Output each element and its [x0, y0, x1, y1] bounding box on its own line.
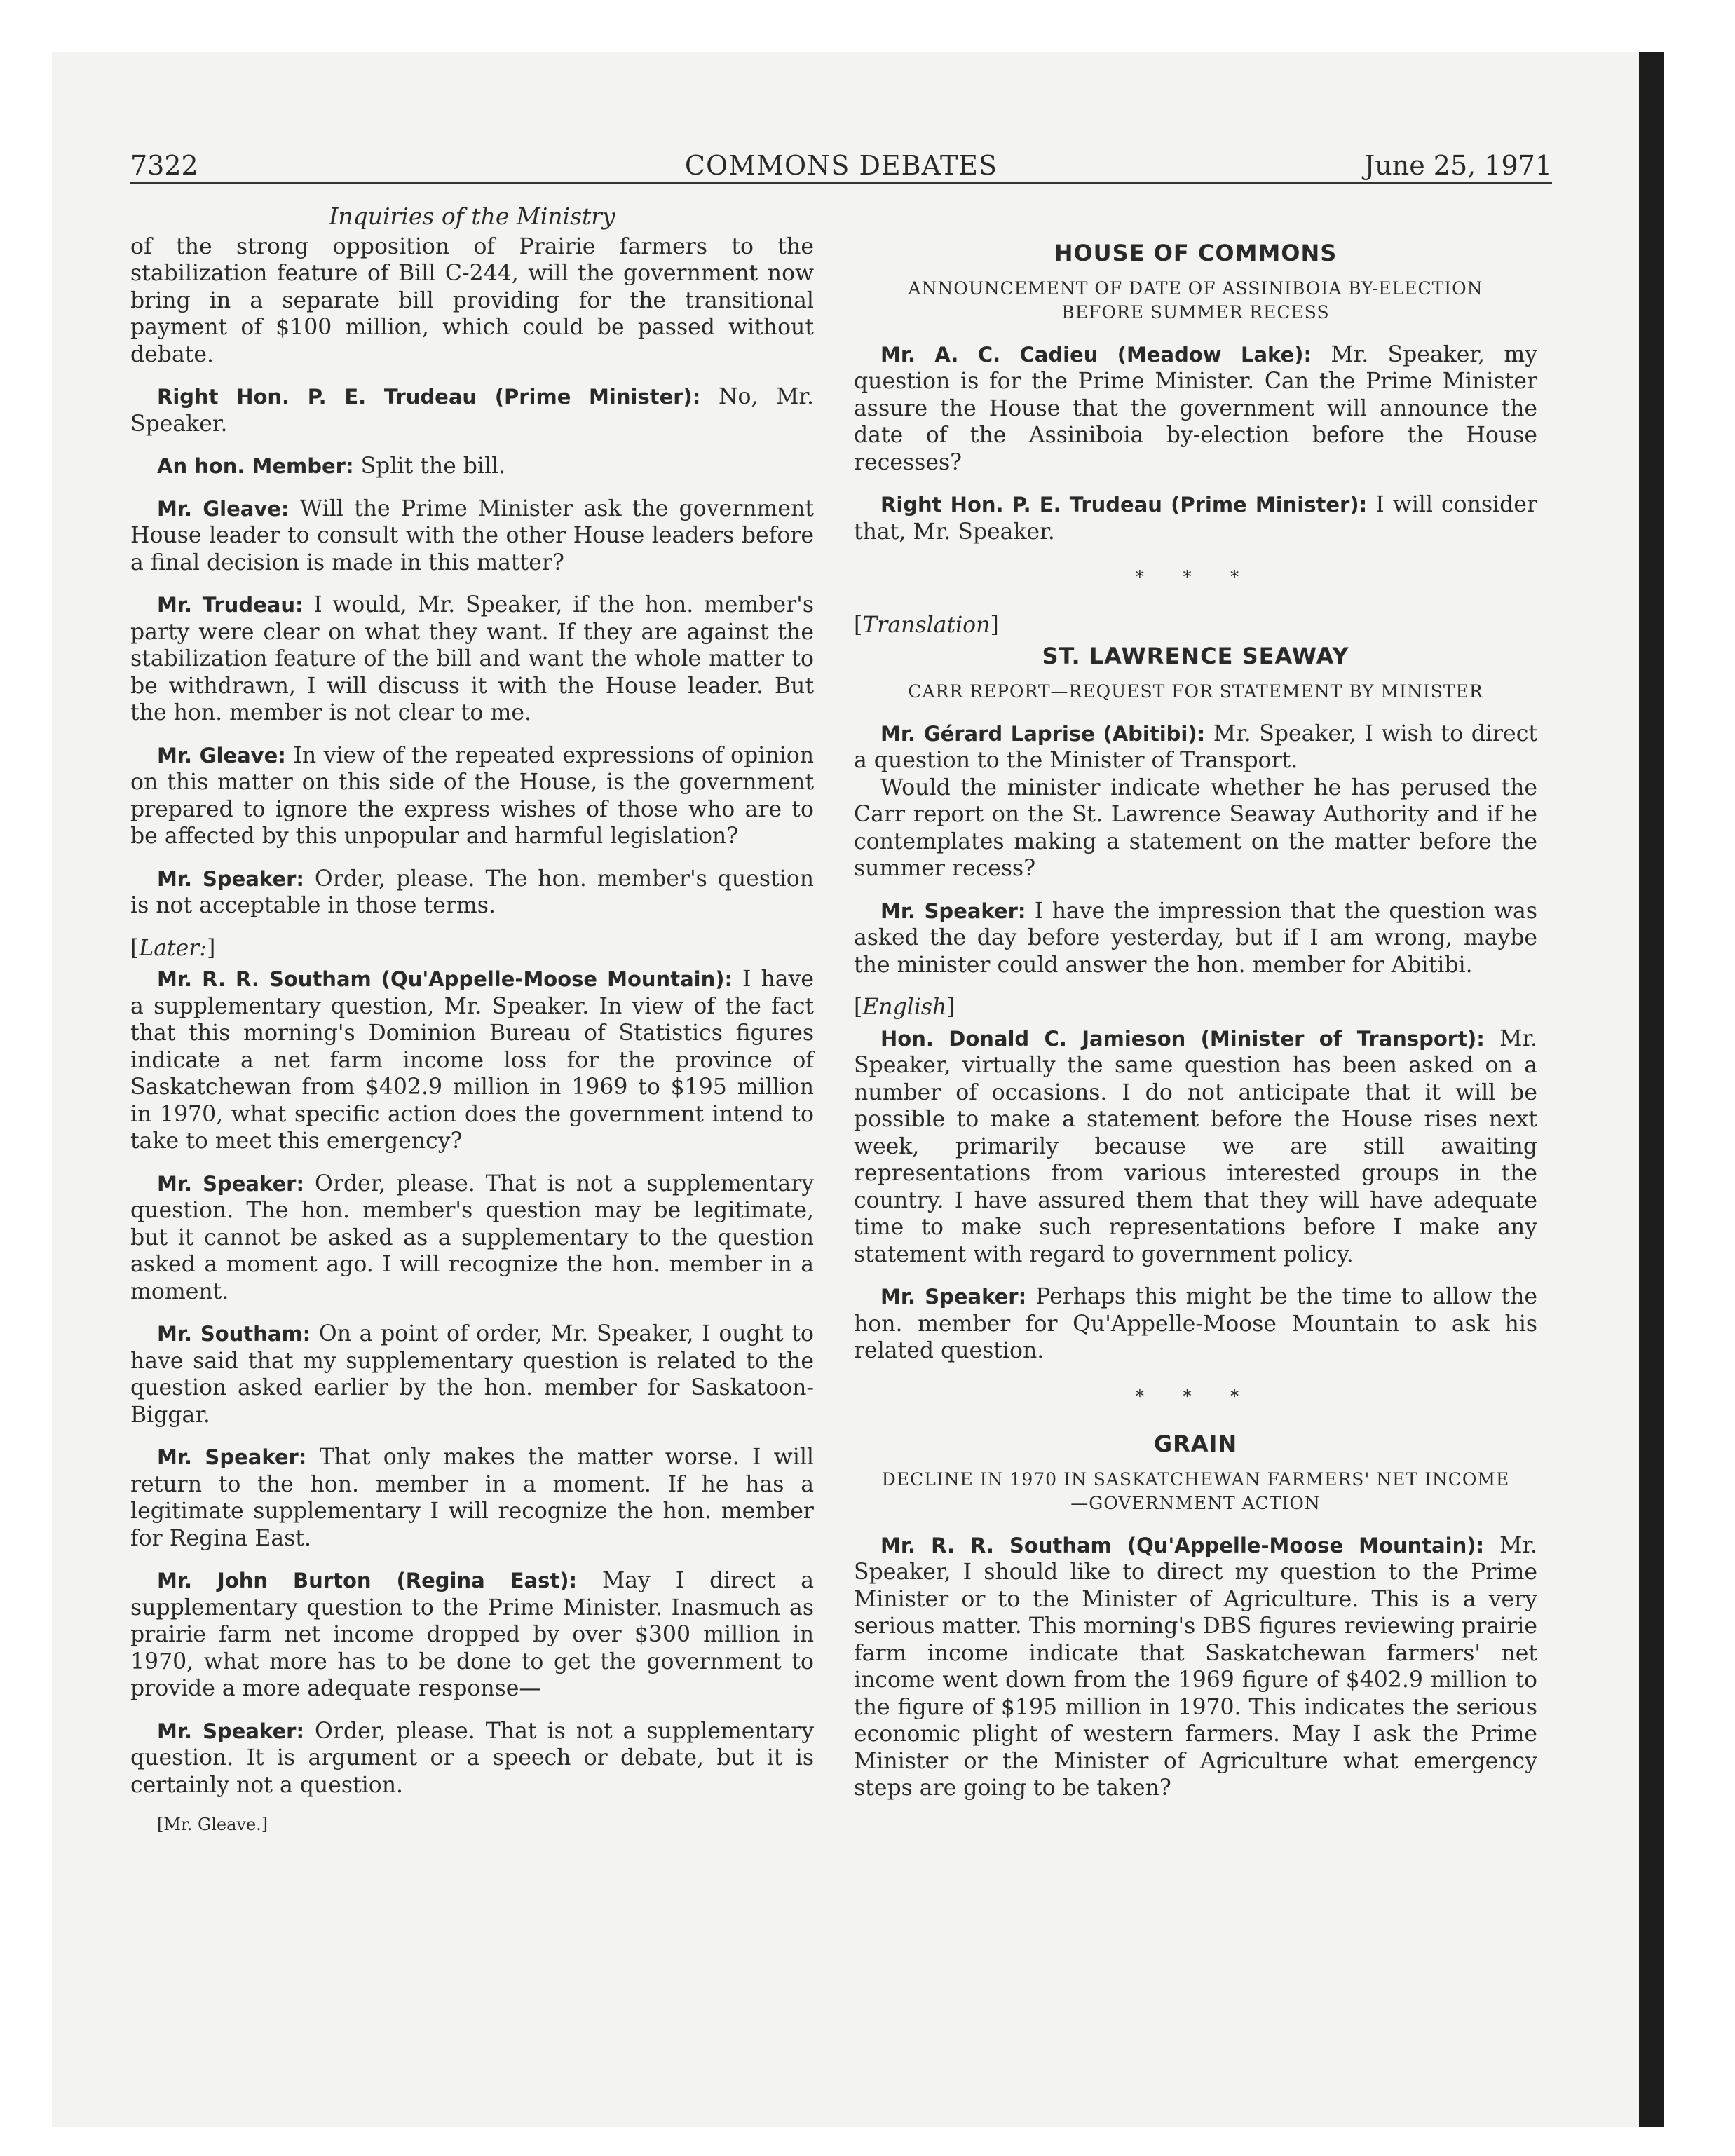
paragraph [854, 775, 1537, 882]
running-head: Inquiries of the Ministry [329, 203, 615, 230]
paragraph-text: May I direct a supplementary question to the Prime Minister. Inasmuch as prairie farm net income dropped by over $300 million in 1970, what more has to be done to get the government to provide a more adequate response— [130, 1568, 814, 1701]
section-divider: * * * [1135, 567, 1256, 587]
paragraph-text: In view of the repeated expressions of opinion on this matter on this side of the House, is the government prepared to ignore the express wishes of those who are to be affected by this unpopular and harmful legislation? [130, 742, 814, 849]
note-text: English [862, 995, 947, 1020]
paragraph [130, 966, 814, 1155]
paragraph-text: Will the Prime Minister ask the government House leader to consult with the other House leaders before a final decision is made in this matter? [130, 496, 814, 575]
paragraph [130, 866, 814, 920]
paragraph-text: I would, Mr. Speaker, if the hon. member's party were clear on what they want. If they are against the stabilization feature of the bill and want the whole matter to be withdrawn, I will discuss it with the House leader. But the hon. member is not clear to me. [130, 592, 814, 725]
section-heading: GRAIN [1153, 1431, 1238, 1457]
paragraph-text: Order, please. That is not a supplementary question. It is argument or a speech or debate, but it is certainly not a question. [130, 1718, 814, 1798]
section-divider: * * * [1135, 1386, 1256, 1406]
section-subheading: DECLINE IN 1970 IN SASKATCHEWAN FARMERS' NET INCOME—GOVERNMENT ACTION [881, 1468, 1510, 1513]
speaker-name: Mr. Speaker: [157, 866, 304, 891]
speaker-name: Mr. Speaker: [880, 1285, 1027, 1309]
paragraph [130, 383, 814, 437]
speaker-name: An hon. Member: [157, 454, 354, 478]
right-column [854, 240, 1537, 1817]
speaker-name: Mr. Trudeau: [157, 593, 304, 617]
speaker-name: Mr. Gleave: [157, 743, 286, 767]
paragraph [130, 592, 814, 727]
paragraph-text: No, Mr. Speaker. [130, 384, 814, 437]
paragraph [130, 233, 814, 369]
speaker-name: Mr. Gérard Laprise (Abitibi): [880, 721, 1206, 746]
paragraph [130, 1321, 814, 1428]
paragraph [854, 1532, 1537, 1802]
speaker-name: Right Hon. P. E. Trudeau (Prime Minister): [880, 493, 1368, 517]
publication-title: COMMONS DEBATES [684, 150, 998, 181]
page-date: June 25, 1971 [1364, 150, 1552, 181]
paragraph [130, 1718, 814, 1799]
section-heading: HOUSE OF COMMONS [1054, 240, 1338, 266]
speaker-name: Mr. John Burton (Regina East): [157, 1569, 578, 1592]
paragraph [130, 1171, 814, 1306]
paragraph [854, 1283, 1537, 1365]
paragraph-text: of the strong opposition of Prairie farmers to the stabilization feature of Bill C-244, will the government now bring in a separate bill providing for the transitional payment of $100 million, which could be passed without debate. [130, 233, 814, 367]
translation-note: [English] [854, 995, 955, 1020]
paragraph [854, 721, 1537, 775]
speaker-name: Mr. Speaker: [157, 1171, 305, 1196]
paragraph-text: Order, please. That is not a supplementary question. The hon. member's question may be legitimate, but it cannot be asked as a supplementary to the question asked a moment ago. I will recognize the hon. member in a moment. [130, 1171, 814, 1304]
note-text: Later: [139, 935, 207, 961]
speaker-name: Mr. Speaker: [157, 1719, 305, 1743]
page-footnote: [Mr. Gleave.] [157, 1815, 268, 1834]
section-subheading: CARR REPORT—REQUEST FOR STATEMENT BY MINISTER [908, 681, 1483, 702]
paragraph-text: Order, please. The hon. member's question is not acceptable in those terms. [130, 866, 814, 918]
section-subheading: ANNOUNCEMENT OF DATE OF ASSINIBOIA BY-ELECTION BEFORE SUMMER RECESS [908, 278, 1483, 322]
speaker-name: Mr. R. R. Southam (Qu'Appelle-Moose Mountain): [880, 1533, 1485, 1557]
speaker-name: Mr. Speaker: [880, 899, 1026, 923]
speaker-name: Mr. Gleave: [157, 496, 290, 521]
speaker-name: Mr. A. C. Cadieu (Meadow Lake): [880, 342, 1312, 367]
paragraph-text: I will consider that, Mr. Speaker. [854, 492, 1537, 545]
paragraph-text: I have the impression that the question was asked the day before yesterday, but if I am wrong, maybe the minister could answer the hon. member for Abitibi. [854, 898, 1537, 978]
paragraph-text: Would the minister indicate whether he has perused the Carr report on the St. Lawrence Seaway Authority and if he contemplates making a statement on the matter before the summer recess? [854, 775, 1537, 881]
section-heading: ST. LAWRENCE SEAWAY [1042, 643, 1349, 669]
paragraph-text: Mr. Speaker, I should like to direct my question to the Prime Minister or to the Minister of Agriculture. This is a very serious matter. This morning's DBS figures reviewing prairie farm income indicate that Saskatchewan farmers' net income went down from the 1969 figure of $402.9 million to the figure of $195 million in 1970. This indicates the serious economic plight of western farmers. May I ask the Prime Minister or the Minister of Agriculture what emergency steps are going to be taken? [854, 1532, 1537, 1801]
paragraph [130, 742, 814, 850]
paragraph-text: Mr. Speaker, my question is for the Prime Minister. Can the Prime Minister assure the House that the government will announce the date of the Assiniboia by-election before the House recesses? [854, 341, 1537, 475]
paragraph [130, 1444, 814, 1552]
paragraph-text: On a point of order, Mr. Speaker, I ought to have said that my supplementary question is related to the question asked earlier by the hon. member for Saskatoon-Biggar. [130, 1321, 814, 1428]
translation-note: [Translation] [854, 612, 999, 638]
paragraph [854, 1025, 1537, 1269]
paragraph [130, 1567, 814, 1703]
paragraph [130, 453, 814, 480]
page-number: 7322 [130, 150, 198, 181]
speaker-name: Hon. Donald C. Jamieson (Minister of Transport): [880, 1026, 1485, 1051]
paragraph [854, 898, 1537, 979]
note-text: Translation [862, 612, 991, 638]
paragraph-text: Mr. Speaker, virtually the same question has been asked on a number of occasions. I do not anticipate that it will be possible to make a statement before the House rises next week, primarily because we are still awaiting representations from various interested groups in the country. I have assured them that they will have adequate time to make such representations before I make any statement with regard to government policy. [854, 1025, 1537, 1267]
speaker-name: Mr. R. R. Southam (Qu'Appelle-Moose Mountain): [157, 967, 733, 991]
paragraph [854, 491, 1537, 545]
page-header [130, 147, 1552, 184]
paragraph-text: Mr. Speaker, I wish to direct a question to the Minister of Transport. [854, 721, 1537, 773]
left-column [130, 203, 814, 1838]
paragraph-text: Split the bill. [353, 453, 506, 479]
paragraph-text: I have a supplementary question, Mr. Speaker. In view of the fact that this morning's Dominion Bureau of Statistics figures indicate a net farm income loss for the province of Saskatchewan from $402.9 million in 1969 to $195 million in 1970, what specific action does the government intend to take to meet this emergency? [130, 967, 814, 1154]
translation-note: [Later:] [130, 935, 216, 961]
paragraph-text: Perhaps this might be the time to allow the hon. member for Qu'Appelle-Moose Mountain to ask his related question. [854, 1284, 1537, 1363]
speaker-name: Right Hon. P. E. Trudeau (Prime Minister): [157, 385, 701, 409]
speaker-name: Mr. Speaker: [157, 1445, 307, 1469]
paragraph-text: That only makes the matter worse. I will return to the hon. member in a moment. If he has a legitimate supplementary I will recognize the hon. member for Regina East. [130, 1445, 814, 1551]
speaker-name: Mr. Southam: [157, 1322, 311, 1346]
paragraph [854, 341, 1537, 477]
scan-edge-bar [1639, 52, 1664, 2127]
paragraph [130, 496, 814, 577]
